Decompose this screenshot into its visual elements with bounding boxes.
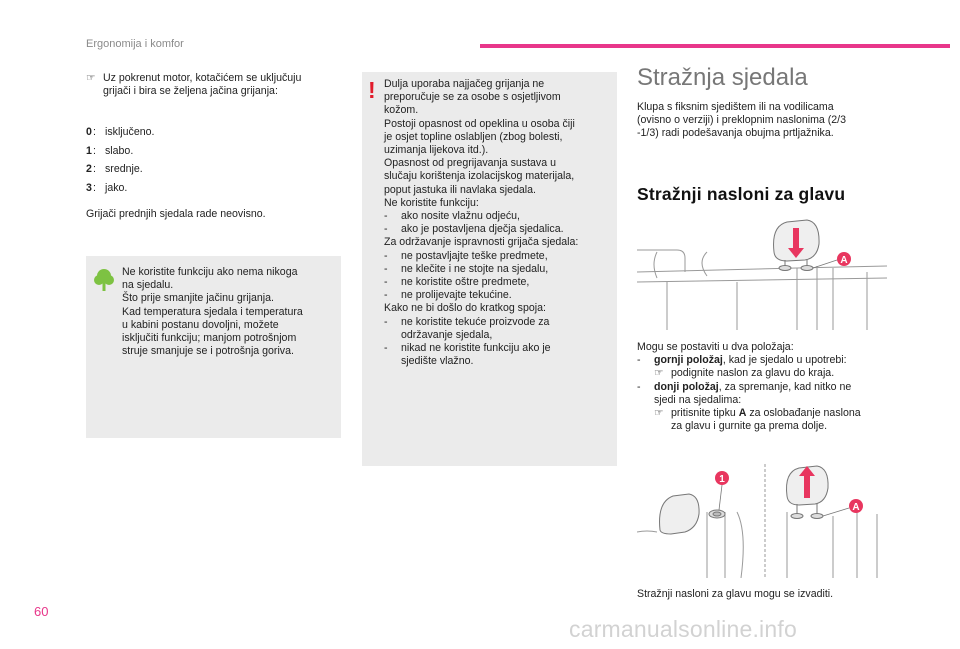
upper-position-label: gornji položaj [654,354,723,367]
watermark: carmanualsonline.info [569,616,797,642]
dash-marker: - [384,315,388,328]
upper-position-text: , kad je sjedalo u upotrebi: [722,354,847,367]
headrest-shape [774,220,820,271]
warning-line-text: ne klečite i ne stojte na sjedalu, [401,262,549,275]
callout-1-label: 1 [719,474,725,485]
warning-line [384,250,614,263]
level-item: 0 : isključeno. [86,126,155,138]
eco-line: u kabini postanu dovoljni, možete [122,318,279,331]
eco-line: na sjedalu. [122,279,174,292]
intro-line: Klupa s fiksnim sjedištem ili na vodilicama [637,101,834,113]
warning-line [384,276,614,289]
callout-a-label: A [852,502,860,513]
warning-line: poput jastuka ili navlaka sjedala. [384,183,536,196]
intro-line: -1/3) radi podešavanja obujma prtljažnika. [637,127,834,140]
removable-note: Stražnji nasloni za glavu mogu se izvaditi. [637,588,834,600]
level-num: 3 [86,181,92,194]
section-title: Ergonomija i komfor [86,38,184,50]
eco-line: isključiti funkciju; manjom potrošnjom [122,332,297,345]
warning-line: je osjet topline oslabljen (zbog bolesti, [384,130,563,143]
level-label: slabo. [105,144,134,157]
dash-marker: - [384,289,388,302]
headrest-lowered [660,494,725,534]
warning-line [384,289,614,302]
lower-position-text-2: sjedi na sjedalima: [654,393,742,406]
warning-line-text: ne postavljajte teške predmete, [401,249,548,262]
warning-text [384,78,614,368]
warning-line-text: ako je postavljena dječja sjedalica. [401,223,564,236]
level-num: 0 [86,126,92,138]
eco-line: struje smanjuje se i potrošnja goriva. [122,345,294,358]
lower-step-b: za oslobađanje naslona [746,407,861,420]
warning-line: Postoji opasnost od opeklina u osoba čiji [384,117,575,130]
eco-tree-icon [94,268,114,292]
rear-seat-intro [637,101,877,141]
level-label: srednje. [105,163,143,176]
dash-marker: - [384,262,388,275]
lower-step-a: pritisnite tipku [671,407,739,420]
dash-marker: - [384,223,388,236]
dash-marker: - [384,276,388,289]
warning-line [384,342,614,355]
warning-line [384,316,614,329]
callout-a-label: A [840,255,848,266]
warning-line: Kako ne bi došlo do kratkog spoja: [384,302,546,315]
warning-line: uzimanja lijekova itd.). [384,144,489,157]
warning-line-text: ne koristite tekuće proizvode za [401,315,550,328]
page-heading: Stražnja sjedala [637,64,808,91]
intro-line-2: grijači i bira se željena jačina grijanja: [103,85,278,98]
lower-step-button: A [738,407,747,420]
level-num: 2 [86,163,92,176]
headrest-illustration-2 [637,462,887,578]
warning-line: Dulja uporaba najjačeg grijanja ne [384,78,545,90]
level-item: 1 : slabo. [86,144,134,157]
warning-line: preporučuje se za osobe s osjetljivom [384,91,561,104]
level-item: 3 : jako. [86,181,128,194]
warning-line: Opasnost od pregrijavanja sustava u [384,157,556,170]
dash-marker: - [384,210,388,223]
headrest-raised [787,466,829,519]
warning-line: kožom. [384,104,419,117]
upper-step: podignite naslon za glavu do kraja. [671,367,835,380]
warning-line-text: ne koristite oštre predmete, [401,276,530,289]
eco-note-box [86,256,341,438]
positions-text: Mogu se postaviti u dva položaja: - gornji položaj, kad je sjedalo u upotrebi: ☞ podignite naslon za glavu do kraja. - donji položaj, za spremanje, kad nitko ne sjedi na sjedalima: ☞ pritisnite tipku A za oslobađanje naslona za glavu i gurnite ga prema dolje. [637,341,892,433]
warning-icon: ! [368,77,376,103]
level-label: isključeno. [105,126,155,138]
eco-line: Kad temperatura sjedala i temperatura [122,305,303,318]
intro-line-1: Uz pokrenut motor, kotačićem se uključuju [103,72,302,84]
intro-line: (ovisno o verziji) i preklopnim naslonima (2/3 [637,114,847,127]
warning-line-text: ne prolijevajte tekućine. [401,289,512,302]
heating-intro [86,72,341,98]
lower-position-text: , za spremanje, kad nitko ne [718,380,852,393]
step-marker-icon: ☞ [654,367,664,380]
step-marker-icon: ☞ [86,72,96,84]
warning-line: slučaju korištenja izolacijskog materijala, [384,170,575,183]
page-number: 60 [34,604,49,619]
eco-note-text [122,266,337,358]
warning-line: Ne koristite funkciju: [384,196,479,209]
eco-line: Što prije smanjite jačinu grijanja. [122,292,274,305]
warning-line-text: nikad ne koristite funkciju ako je [401,342,551,355]
warning-line [384,223,614,236]
eco-line: Ne koristite funkciju ako nema nikoga [122,266,298,278]
step-marker-icon: ☞ [654,407,664,420]
warning-line: održavanje sjedala, [401,328,493,341]
level-item: 2 : srednje. [86,163,143,176]
lower-position-label: donji položaj [654,380,719,393]
section-accent-bar [480,44,950,48]
subsection-heading: Stražnji nasloni za glavu [637,184,846,204]
warning-line-text: ako nosite vlažnu odjeću, [401,210,520,223]
positions-intro: Mogu se postaviti u dva položaja: [637,341,794,353]
heating-levels [86,126,286,200]
warning-line: sjedište vlažno. [401,355,474,368]
warning-line: Za održavanje ispravnosti grijača sjedala: [384,236,579,249]
headrest-illustration-1 [637,212,887,330]
level-label: jako. [105,181,128,194]
independent-note: Grijači prednjih sjedala rade neovisno. [86,208,266,220]
warning-box [362,72,617,466]
warning-line [384,210,614,223]
dash-marker: - [384,342,388,355]
level-num: 1 [86,144,92,157]
lower-step-c: za glavu i gurnite ga prema dolje. [671,420,828,433]
warning-line [384,263,614,276]
dash-marker: - [384,249,388,262]
